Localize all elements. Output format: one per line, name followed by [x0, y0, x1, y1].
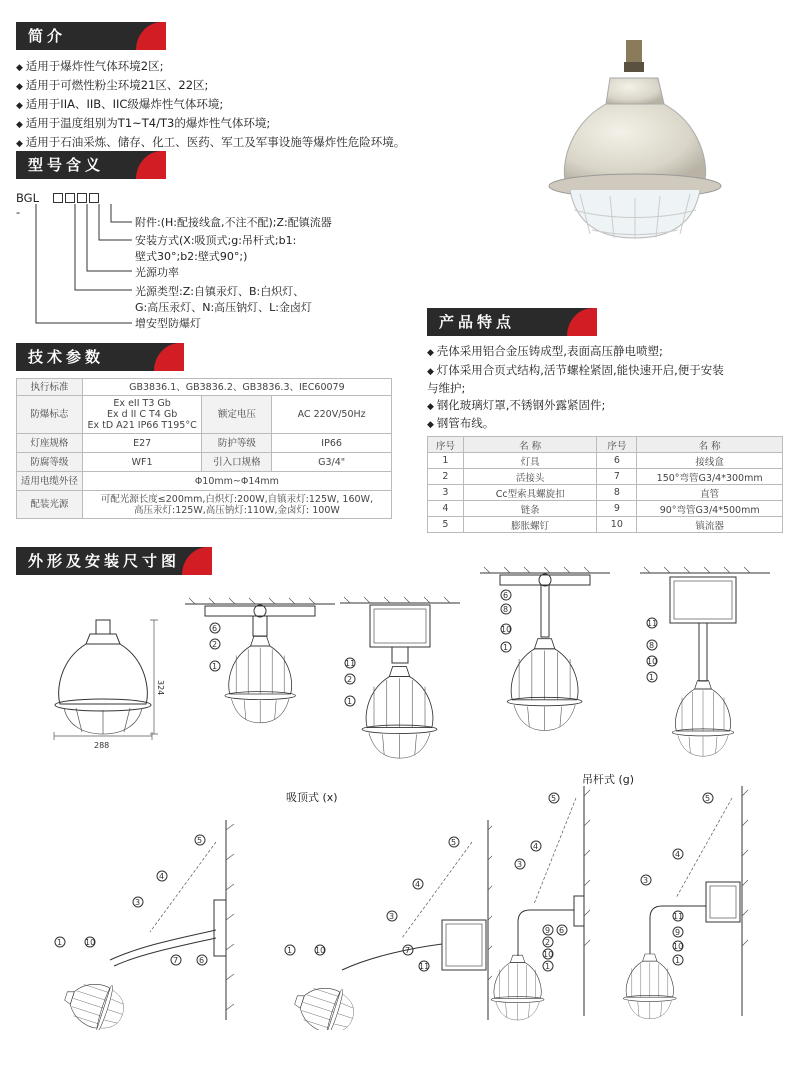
- svg-text:4: 4: [533, 842, 539, 851]
- parts-row: [428, 517, 783, 533]
- svg-text:11: 11: [647, 619, 658, 628]
- spec-value-ex: [82, 396, 202, 434]
- spec-label: 防护等级: [202, 434, 272, 453]
- ex-line: Ex d II C T4 Gb: [107, 409, 178, 420]
- spec-label: 灯座规格: [17, 434, 83, 453]
- wall-mount-drawing-1: [30, 820, 250, 1030]
- svg-text:1: 1: [503, 643, 509, 652]
- section-header-model: [16, 151, 166, 179]
- svg-text:5: 5: [551, 794, 557, 803]
- svg-text:11: 11: [419, 962, 430, 971]
- intro-bullet: ◆ 适用于爆炸性气体环境2区;: [16, 58, 405, 77]
- model-line-power: 光源功率: [135, 266, 179, 279]
- svg-text:3: 3: [389, 912, 395, 921]
- parts-cell: 5: [428, 517, 464, 533]
- model-line-source-type-2: G:高压汞灯、N:高压钠灯、L:金卤灯: [135, 301, 312, 314]
- svg-text:6: 6: [212, 624, 218, 633]
- parts-cell: 活接头: [463, 469, 597, 485]
- section-header-features: [427, 308, 597, 336]
- spec-value: IP66: [272, 434, 392, 453]
- section-header-intro: [16, 22, 166, 50]
- svg-text:10: 10: [647, 657, 658, 666]
- svg-text:10: 10: [85, 938, 96, 947]
- spec-table: [16, 378, 392, 519]
- wall-mount-drawing-2: [262, 820, 492, 1030]
- pendant-drawing-2: [640, 563, 770, 763]
- dim-width: 288: [94, 741, 110, 750]
- section-title: 产品特点: [439, 313, 516, 331]
- intro-bullets: [16, 58, 405, 153]
- intro-bullet: ◆ 适用于IIA、IIB、IIC级爆炸性气体环境;: [16, 96, 405, 115]
- svg-text:6: 6: [503, 591, 509, 600]
- feature-bullets: [427, 343, 724, 434]
- svg-text:9: 9: [545, 926, 551, 935]
- svg-text:11: 11: [345, 659, 356, 668]
- parts-cell: 直管: [637, 485, 783, 501]
- wall-mount-drawing-4: [612, 786, 762, 1026]
- feature-bullet: ◆ 灯体采用合页式结构,活节螺栓紧固,能快速开启,便于安装: [427, 362, 724, 381]
- spec-value: E27: [82, 434, 202, 453]
- spec-value: Φ10mm~Φ14mm: [82, 472, 391, 491]
- parts-header: 名 称: [463, 437, 597, 453]
- svg-text:4: 4: [675, 850, 681, 859]
- spec-value: GB3836.1、GB3836.2、GB3836.3、IEC60079: [82, 379, 391, 396]
- source-line: 高压汞灯:125W,高压钠灯:110W,金卤灯: 100W: [134, 504, 340, 516]
- spec-value: WF1: [82, 453, 202, 472]
- spec-value: AC 220V/50Hz: [272, 396, 392, 434]
- svg-text:9: 9: [675, 928, 681, 937]
- svg-text:1: 1: [212, 662, 218, 671]
- model-prefix: BGL -: [16, 191, 40, 219]
- svg-text:5: 5: [197, 836, 203, 845]
- product-photo: [540, 34, 730, 244]
- parts-header: 序号: [428, 437, 464, 453]
- spec-label: 配装光源: [17, 491, 83, 519]
- parts-cell: 膨胀螺钉: [463, 517, 597, 533]
- section-title: 简介: [28, 27, 67, 45]
- svg-text:1: 1: [347, 697, 353, 706]
- svg-text:6: 6: [559, 926, 565, 935]
- ex-line: Ex tD A21 IP66 T195°C: [87, 420, 197, 431]
- parts-header: 名 称: [637, 437, 783, 453]
- parts-cell: 8: [597, 485, 637, 501]
- section-title: 技术参数: [28, 348, 105, 366]
- caption-pendant: 吊杆式 (g): [582, 773, 635, 786]
- parts-row: [428, 485, 783, 501]
- section-header-dimensions: [16, 547, 212, 575]
- model-leader-lines: [16, 200, 136, 330]
- spec-label: 引入口规格: [202, 453, 272, 472]
- svg-text:8: 8: [649, 641, 655, 650]
- svg-text:4: 4: [159, 872, 165, 881]
- parts-cell: 灯具: [463, 453, 597, 469]
- wall-mount-drawing-3: [490, 786, 600, 1026]
- svg-text:1: 1: [287, 946, 293, 955]
- model-line-source-type: 光源类型:Z:自镇汞灯、B:白炽灯、: [135, 285, 305, 298]
- feature-bullet-cont: 与维护;: [427, 381, 466, 395]
- parts-row: [428, 469, 783, 485]
- svg-text:7: 7: [173, 956, 179, 965]
- dimension-drawing: [50, 600, 170, 750]
- model-line-series: 增安型防爆灯: [135, 317, 201, 330]
- svg-text:3: 3: [135, 898, 141, 907]
- ex-line: Ex eII T3 Gb: [113, 398, 171, 409]
- svg-text:5: 5: [705, 794, 711, 803]
- svg-text:1: 1: [649, 673, 655, 682]
- svg-text:11: 11: [673, 912, 684, 921]
- parts-cell: 10: [597, 517, 637, 533]
- parts-cell: 90°弯管G3/4*500mm: [637, 501, 783, 517]
- feature-bullet: ◆ 钢化玻璃灯罩,不锈钢外露紧固件;: [427, 397, 724, 416]
- svg-text:8: 8: [503, 605, 509, 614]
- model-line-mount: 安装方式(X:吸顶式;g:吊杆式;b1:: [135, 234, 297, 247]
- svg-text:4: 4: [415, 880, 421, 889]
- svg-text:6: 6: [199, 956, 205, 965]
- spec-label: 防爆标志: [17, 396, 83, 434]
- ceiling-mount-drawing-1: [185, 590, 335, 725]
- parts-cell: 7: [597, 469, 637, 485]
- parts-cell: 接线盒: [637, 453, 783, 469]
- spec-label: 执行标准: [17, 379, 83, 396]
- parts-cell: Cc型索具螺旋扣: [463, 485, 597, 501]
- svg-text:10: 10: [315, 946, 326, 955]
- svg-text:2: 2: [347, 675, 353, 684]
- model-line-accessory: 附件:(H:配接线盒,不注不配);Z:配镇流器: [135, 216, 332, 229]
- svg-text:3: 3: [517, 860, 523, 869]
- section-header-tech: [16, 343, 184, 371]
- spec-value-source: [82, 491, 391, 519]
- svg-text:1: 1: [675, 956, 681, 965]
- svg-text:2: 2: [212, 640, 218, 649]
- intro-bullet: ◆ 适用于可燃性粉尘环境21区、22区;: [16, 77, 405, 96]
- parts-row: [428, 453, 783, 469]
- pendant-drawing-1: [480, 563, 610, 763]
- caption-ceiling: 吸顶式 (x): [286, 791, 338, 804]
- svg-text:7: 7: [405, 946, 411, 955]
- svg-text:10: 10: [673, 942, 684, 951]
- parts-table: [427, 436, 783, 533]
- svg-text:3: 3: [643, 876, 649, 885]
- section-title: 型号含义: [28, 156, 105, 174]
- source-line: 可配光源长度≤200mm,白炽灯:200W,自镇汞灯:125W, 160W,: [100, 493, 373, 505]
- spec-label: 适用电缆外径: [17, 472, 83, 491]
- svg-text:10: 10: [543, 950, 554, 959]
- parts-cell: 镇流器: [637, 517, 783, 533]
- parts-cell: 4: [428, 501, 464, 517]
- parts-cell: 150°弯管G3/4*300mm: [637, 469, 783, 485]
- svg-text:5: 5: [451, 838, 457, 847]
- intro-bullet: ◆ 适用于石油采炼、储存、化工、医药、军工及军事设施等爆炸性危险环境。: [16, 134, 405, 153]
- svg-text:1: 1: [545, 962, 551, 971]
- svg-text:10: 10: [501, 625, 512, 634]
- feature-bullet: ◆ 钢管布线。: [427, 415, 724, 434]
- parts-header: 序号: [597, 437, 637, 453]
- parts-cell: 链条: [463, 501, 597, 517]
- dim-height: 324: [156, 680, 165, 696]
- parts-cell: 2: [428, 469, 464, 485]
- svg-text:1: 1: [57, 938, 63, 947]
- parts-cell: 1: [428, 453, 464, 469]
- feature-bullet: ◆ 壳体采用铝合金压铸成型,表面高压静电喷塑;: [427, 343, 724, 362]
- spec-value: G3/4": [272, 453, 392, 472]
- ceiling-mount-drawing-2: [340, 595, 465, 780]
- spec-label: 防腐等级: [17, 453, 83, 472]
- parts-cell: 3: [428, 485, 464, 501]
- parts-row: [428, 501, 783, 517]
- parts-cell: 6: [597, 453, 637, 469]
- svg-text:2: 2: [545, 938, 551, 947]
- section-title: 外形及安装尺寸图: [28, 552, 181, 570]
- spec-label: 额定电压: [202, 396, 272, 434]
- parts-cell: 9: [597, 501, 637, 517]
- model-line-mount-2: 壁式30°;b2:壁式90°;): [135, 250, 248, 263]
- intro-bullet: ◆ 适用于温度组别为T1~T4/T3的爆炸性气体环境;: [16, 115, 405, 134]
